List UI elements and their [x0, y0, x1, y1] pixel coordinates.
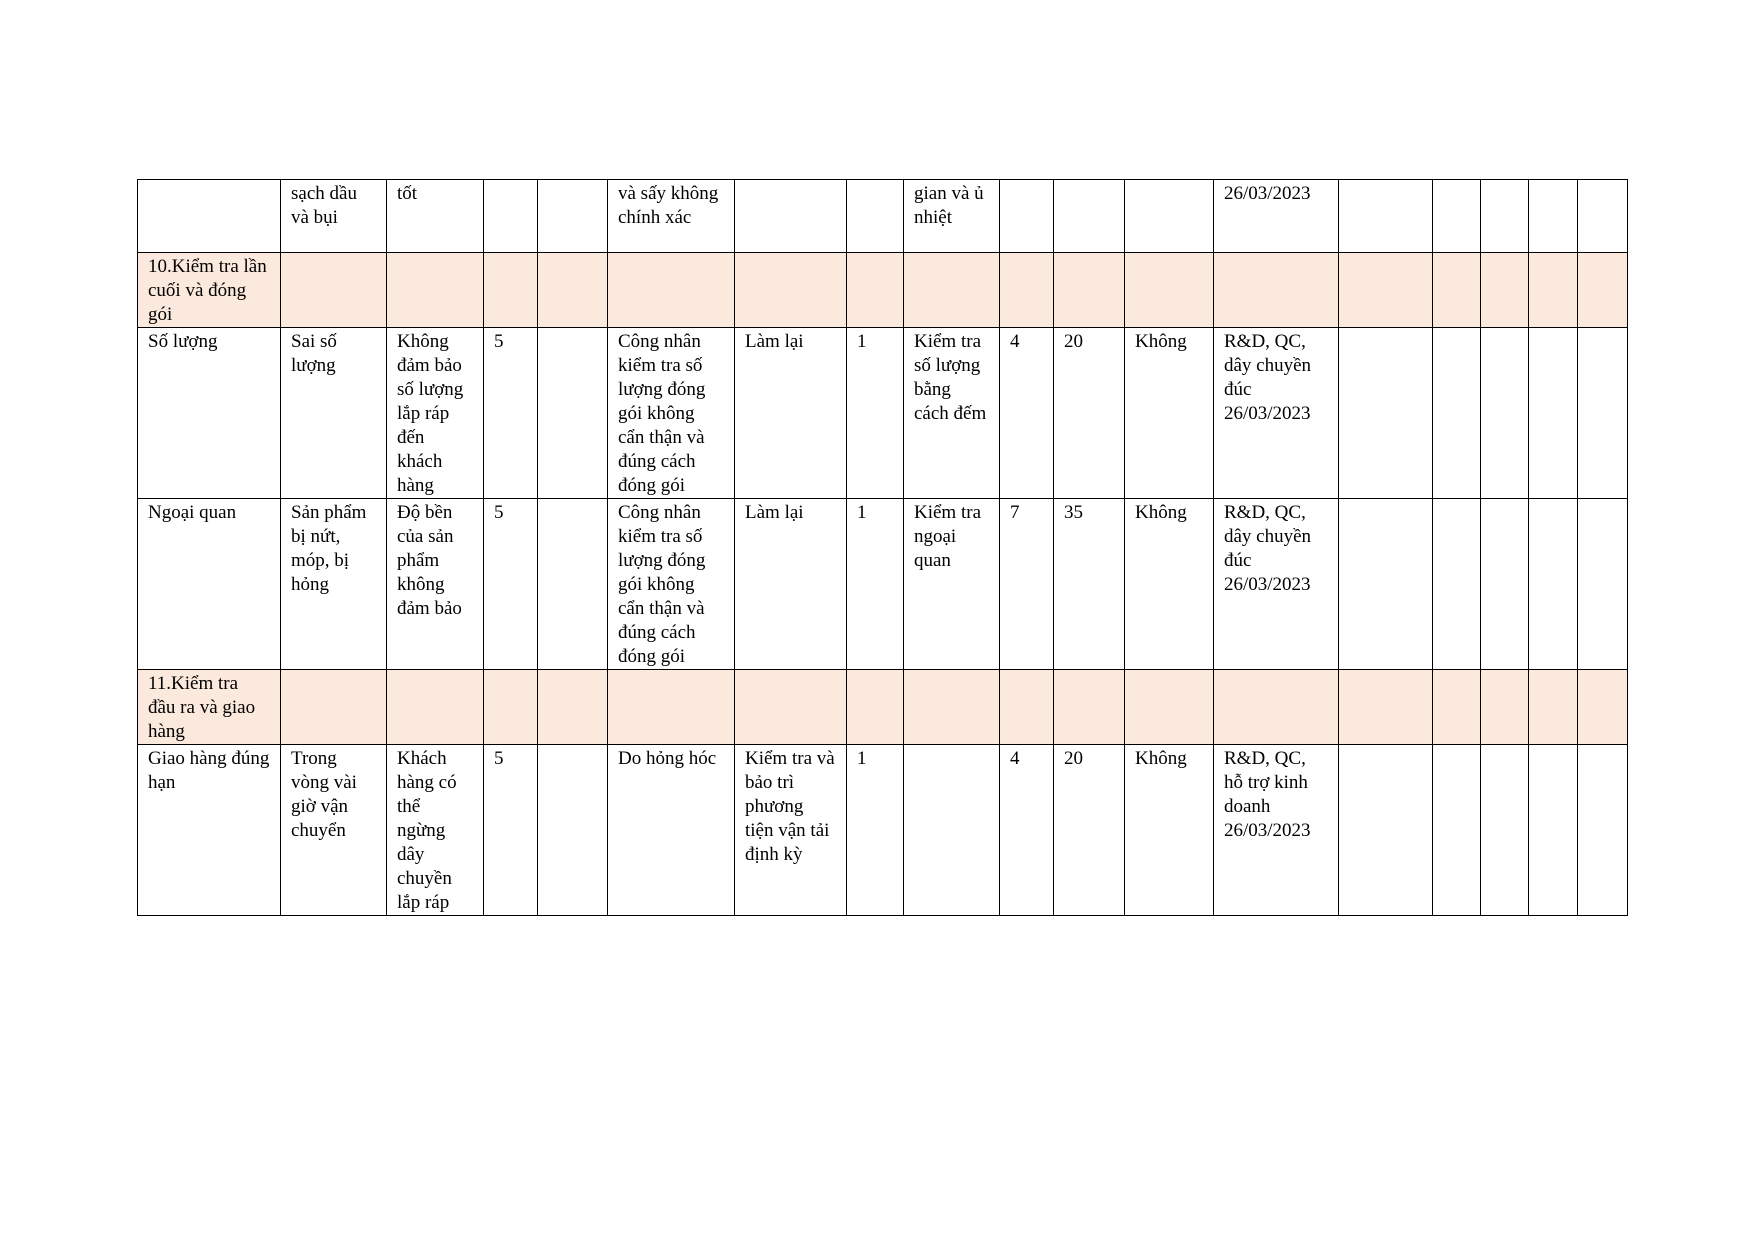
new-severity-cell — [1433, 499, 1481, 670]
section-cell — [904, 253, 1000, 328]
actions-taken-cell — [1339, 499, 1433, 670]
class-cell — [538, 328, 608, 499]
prevention-control-cell — [735, 180, 847, 253]
section-cell — [538, 670, 608, 745]
section-cell — [735, 670, 847, 745]
prevention-control-cell: Làm lại — [735, 328, 847, 499]
section-cell — [1214, 670, 1339, 745]
fmea-table — [137, 179, 1628, 916]
responsibility-date-cell: R&D, QC, dây chuyền đúc 26/03/2023 — [1214, 328, 1339, 499]
detection-control-cell: Kiểm tra ngoại quan — [904, 499, 1000, 670]
severity-cell — [484, 180, 538, 253]
section-cell — [1578, 670, 1628, 745]
section-cell — [904, 670, 1000, 745]
potential-effect-cell: Không đảm bảo số lượng lắp ráp đến khách hàng — [387, 328, 484, 499]
process-step-cell: Giao hàng đúng hạn — [138, 745, 281, 916]
section-cell — [1054, 253, 1125, 328]
occurrence-cell: 1 — [847, 745, 904, 916]
new-severity-cell — [1433, 180, 1481, 253]
class-cell — [538, 499, 608, 670]
new-detection-cell — [1529, 328, 1578, 499]
detection-control-cell: Kiểm tra số lượng bằng cách đếm — [904, 328, 1000, 499]
severity-cell: 5 — [484, 328, 538, 499]
potential-effect-cell: Độ bền của sản phẩm không đảm bảo — [387, 499, 484, 670]
occurrence-cell: 1 — [847, 328, 904, 499]
potential-cause-cell: Công nhân kiểm tra số lượng đóng gói không cẩn thận và đúng cách đóng gói — [608, 328, 735, 499]
rpn-cell: 20 — [1054, 328, 1125, 499]
section-cell — [1054, 670, 1125, 745]
section-cell — [1339, 670, 1433, 745]
section-cell — [484, 253, 538, 328]
recommended-action-cell: Không — [1125, 328, 1214, 499]
section-cell — [1578, 253, 1628, 328]
rpn-cell — [1054, 180, 1125, 253]
actions-taken-cell — [1339, 745, 1433, 916]
table-row — [138, 328, 1628, 499]
recommended-action-cell: Không — [1125, 499, 1214, 670]
occurrence-cell: 1 — [847, 499, 904, 670]
section-cell — [608, 670, 735, 745]
section-row — [138, 253, 1628, 328]
section-cell — [1214, 253, 1339, 328]
section-cell — [1433, 253, 1481, 328]
occurrence-cell — [847, 180, 904, 253]
table-row — [138, 180, 1628, 253]
responsibility-date-cell: 26/03/2023 — [1214, 180, 1339, 253]
actions-taken-cell — [1339, 180, 1433, 253]
section-cell — [1433, 670, 1481, 745]
new-occurrence-cell — [1481, 328, 1529, 499]
process-step-cell: Ngoại quan — [138, 499, 281, 670]
new-rpn-cell — [1578, 499, 1628, 670]
new-detection-cell — [1529, 745, 1578, 916]
rpn-cell: 20 — [1054, 745, 1125, 916]
section-cell — [1481, 670, 1529, 745]
detection-cell: 7 — [1000, 499, 1054, 670]
section-cell — [847, 253, 904, 328]
section-cell — [735, 253, 847, 328]
prevention-control-cell: Kiểm tra và bảo trì phương tiện vận tải định kỳ — [735, 745, 847, 916]
process-step-cell — [138, 180, 281, 253]
section-cell — [281, 253, 387, 328]
responsibility-date-cell: R&D, QC, hỗ trợ kinh doanh 26/03/2023 — [1214, 745, 1339, 916]
section-cell — [1125, 670, 1214, 745]
recommended-action-cell — [1125, 180, 1214, 253]
new-severity-cell — [1433, 328, 1481, 499]
prevention-control-cell: Làm lại — [735, 499, 847, 670]
section-cell — [538, 253, 608, 328]
section-cell — [281, 670, 387, 745]
class-cell — [538, 180, 608, 253]
recommended-action-cell: Không — [1125, 745, 1214, 916]
potential-cause-cell: và sấy không chính xác — [608, 180, 735, 253]
section-cell — [1125, 253, 1214, 328]
section-cell — [387, 253, 484, 328]
section-cell — [1529, 253, 1578, 328]
section-row — [138, 670, 1628, 745]
potential-cause-cell: Công nhân kiểm tra số lượng đóng gói không cẩn thận và đúng cách đóng gói — [608, 499, 735, 670]
table-row — [138, 745, 1628, 916]
detection-cell — [1000, 180, 1054, 253]
new-detection-cell — [1529, 180, 1578, 253]
section-title-cell: 11.Kiểm tra đầu ra và giao hàng — [138, 670, 281, 745]
section-cell — [1000, 253, 1054, 328]
new-rpn-cell — [1578, 745, 1628, 916]
potential-failure-mode-cell: Sản phẩm bị nứt, móp, bị hỏng — [281, 499, 387, 670]
table-row — [138, 499, 1628, 670]
responsibility-date-cell: R&D, QC, dây chuyền đúc 26/03/2023 — [1214, 499, 1339, 670]
potential-effect-cell: tốt — [387, 180, 484, 253]
section-cell — [608, 253, 735, 328]
section-cell — [484, 670, 538, 745]
new-rpn-cell — [1578, 328, 1628, 499]
new-detection-cell — [1529, 499, 1578, 670]
new-severity-cell — [1433, 745, 1481, 916]
detection-cell: 4 — [1000, 328, 1054, 499]
rpn-cell: 35 — [1054, 499, 1125, 670]
actions-taken-cell — [1339, 328, 1433, 499]
new-occurrence-cell — [1481, 499, 1529, 670]
section-cell — [847, 670, 904, 745]
section-cell — [387, 670, 484, 745]
potential-cause-cell: Do hỏng hóc — [608, 745, 735, 916]
section-cell — [1481, 253, 1529, 328]
process-step-cell: Số lượng — [138, 328, 281, 499]
potential-effect-cell: Khách hàng có thể ngừng dây chuyền lắp ráp — [387, 745, 484, 916]
new-occurrence-cell — [1481, 180, 1529, 253]
potential-failure-mode-cell: Trong vòng vài giờ vận chuyển — [281, 745, 387, 916]
section-title-cell: 10.Kiểm tra lần cuối và đóng gói — [138, 253, 281, 328]
severity-cell: 5 — [484, 499, 538, 670]
section-cell — [1000, 670, 1054, 745]
detection-control-cell — [904, 745, 1000, 916]
severity-cell: 5 — [484, 745, 538, 916]
detection-control-cell: gian và ủ nhiệt — [904, 180, 1000, 253]
section-cell — [1529, 670, 1578, 745]
section-cell — [1339, 253, 1433, 328]
class-cell — [538, 745, 608, 916]
detection-cell: 4 — [1000, 745, 1054, 916]
potential-failure-mode-cell: Sai số lượng — [281, 328, 387, 499]
new-occurrence-cell — [1481, 745, 1529, 916]
new-rpn-cell — [1578, 180, 1628, 253]
potential-failure-mode-cell: sạch dầu và bụi — [281, 180, 387, 253]
